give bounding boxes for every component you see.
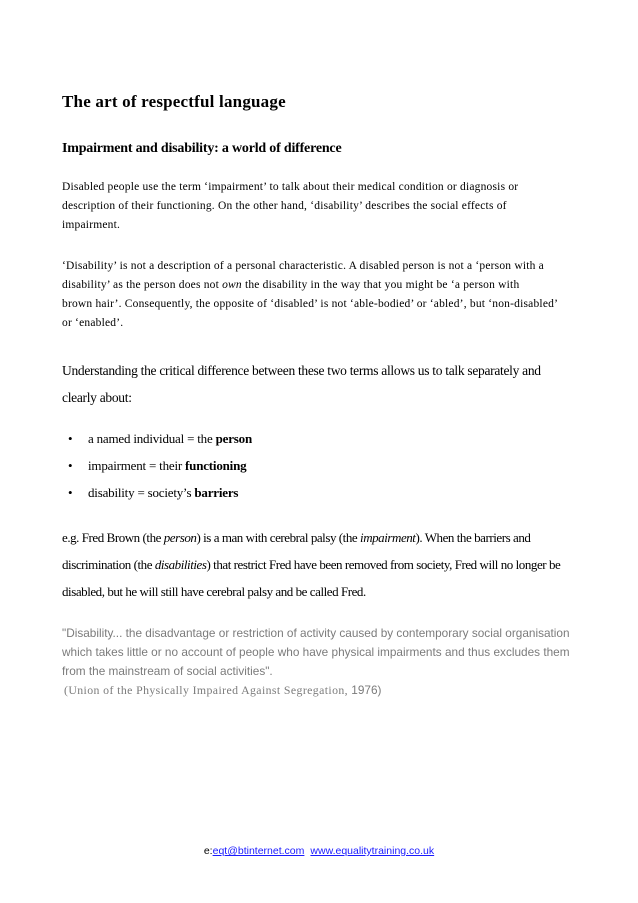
paragraph-line — [62, 524, 560, 551]
citation-year: 1976) — [348, 683, 382, 697]
text-run: the disability in the way that you might be ‘a person with — [241, 279, 520, 291]
paragraph-line: brown hair’. Consequently, the opposite of ‘disabled’ is not ‘able-bodied’ or ‘abled’, but ‘non-disabled’ — [62, 298, 559, 310]
paragraph-disability-definition — [62, 257, 572, 333]
quote-line: "Disability... the disadvantage or restriction of activity caused by contemporary social organisation — [62, 626, 570, 640]
paragraph-line — [62, 276, 572, 295]
emphasis-disabilities: disabilities — [154, 557, 207, 572]
list-item-text: disability = society’s — [88, 485, 195, 500]
emphasis-own: own — [222, 279, 242, 291]
list-item — [62, 428, 252, 455]
paragraph-line — [62, 551, 560, 578]
paragraph-understanding — [62, 357, 541, 411]
list-item — [62, 482, 252, 509]
list-item-text: impairment = their — [88, 458, 186, 473]
paragraph-line: ‘Disability’ is not a description of a personal characteristic. A disabled person is not a ‘person with a — [62, 260, 544, 272]
paragraph-line: disabled, but he will still have cerebral palsy and be called Fred. — [62, 584, 366, 599]
list-item — [62, 455, 252, 482]
paragraph-line: Understanding the critical difference between these two terms allows us to talk separately and — [62, 363, 541, 378]
paragraph-line: or ‘enabled’. — [62, 317, 124, 329]
paragraph-line: description of their functioning. On the other hand, ‘disability’ describes the social effects of — [62, 200, 507, 212]
list-item-bold: barriers — [194, 485, 239, 500]
bullet-marker: • — [68, 458, 73, 473]
website-link[interactable]: www.equalitytraining.co.uk — [310, 845, 435, 857]
section-subtitle: Impairment and disability: a world of difference — [62, 141, 342, 156]
quote-line: which takes little or no account of people who have physical impairments and thus excludes them — [62, 645, 570, 659]
paragraph-example — [62, 524, 560, 605]
paragraph-line: impairment. — [62, 219, 121, 231]
emphasis-person: person — [163, 530, 197, 545]
bullet-list — [62, 428, 252, 509]
list-item-bold: person — [215, 431, 252, 446]
paragraph-line: clearly about: — [62, 390, 132, 405]
text-run: e.g. Fred Brown (the — [62, 530, 164, 545]
page-footer — [0, 845, 638, 857]
text-run: ). When the barriers and — [415, 530, 531, 545]
quote-citation — [62, 681, 570, 700]
list-item-text: a named individual = the — [88, 431, 216, 446]
citation-source: (Union of the Physically Impaired Against Segregation, — [64, 683, 349, 697]
list-item-bold: functioning — [185, 458, 247, 473]
email-prefix: e: — [203, 845, 213, 857]
paragraph-impairment-definition — [62, 178, 572, 235]
bullet-marker: • — [68, 485, 73, 500]
emphasis-impairment: impairment — [360, 530, 416, 545]
quotation-block — [62, 624, 570, 700]
text-run: ) is a man with cerebral palsy (the — [196, 530, 361, 545]
text-run: disability’ as the person does not — [62, 279, 223, 291]
quote-line: from the mainstream of social activities". — [62, 664, 273, 678]
document-title: The art of respectful language — [62, 92, 286, 111]
paragraph-line: Disabled people use the term ‘impairment’ to talk about their medical condition or diagnosis or — [62, 181, 519, 193]
email-link[interactable]: eqt@btinternet.com — [212, 845, 305, 857]
text-run: ) that restrict Fred have been removed from society, Fred will no longer be — [206, 557, 561, 572]
bullet-marker: • — [68, 431, 73, 446]
text-run: discrimination (the — [62, 557, 155, 572]
